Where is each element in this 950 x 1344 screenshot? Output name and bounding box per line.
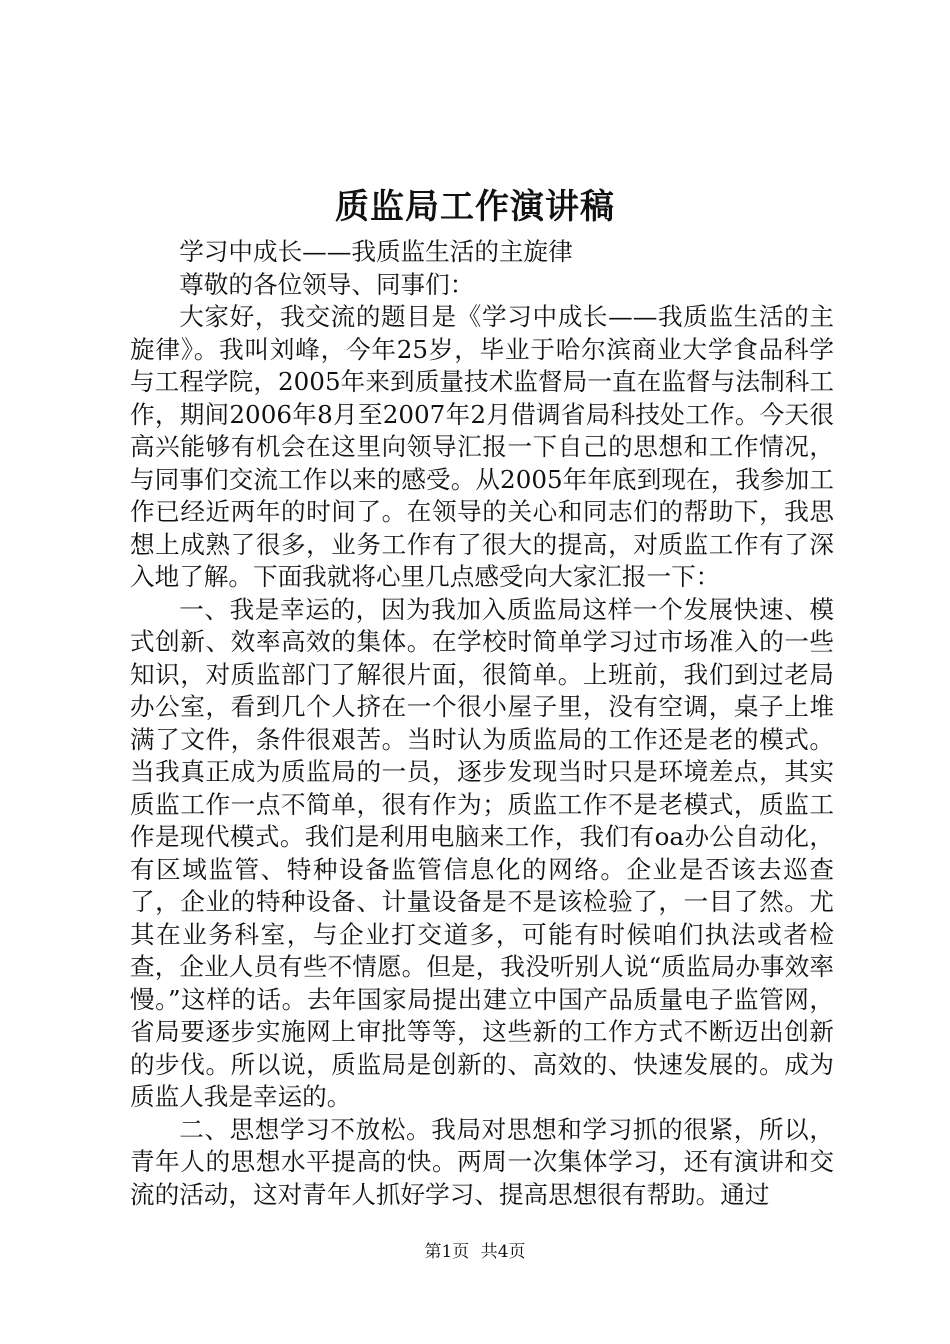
- section-two-paragraph: 二、思想学习不放松。我局对思想和学习抓的很紧，所以，青年人的思想水平提高的快。两周一次集体学习，还有演讲和交流的活动，这对青年人抓好学习、提高思想很有帮助。通过: [130, 1114, 834, 1209]
- document-title: 质监局工作演讲稿: [335, 187, 615, 227]
- page-number: 第1页: [424, 1242, 470, 1262]
- document-body: [130, 236, 834, 1211]
- subtitle-paragraph: 学习中成长——我质监生活的主旋律: [179, 237, 573, 266]
- section-one-paragraph: 一、我是幸运的，因为我加入质监局这样一个发展快速、模式创新、效率高效的集体。在学校时简单学习过市场准入的一些知识，对质监部门了解很片面，很简单。上班前，我们到过老局办公室，看到几个人挤在一个很小屋子里，没有空调，桌子上堆满了文件，条件很艰苦。当时认为质监局的工作还是老的模式。当我真正成为质监局的一员，逐步发现当时只是环境差点，其实质监工作一点不简单，很有作为；质监工作不是老模式，质监工作是现代模式。我们是利用电脑来工作，我们有oa办公自动化，有区域监管、特种设备监管信息化的网络。企业是否该去巡查了，企业的特种设备、计量设备是不是该检验了，一目了然。尤其在业务科室，与企业打交道多，可能有时候咱们执法或者检查，企业人员有些不情愿。但是，我没听别人说“质监局办事效率慢。”这样的话。去年国家局提出建立中国产品质量电子监管网，省局要逐步实施网上审批等等，这些新的工作方式不断迈出创新的步伐。所以说，质监局是创新的、高效的、快速发展的。成为质监人我是幸运的。: [130, 594, 834, 1111]
- page-total: 共4页: [480, 1242, 526, 1262]
- page-footer: [0, 1240, 950, 1264]
- intro-paragraph: 大家好，我交流的题目是《学习中成长——我质监生活的主旋律》。我叫刘峰，今年25岁，毕业于哈尔滨商业大学食品科学与工程学院，2005年来到质量技术监督局一直在监督与法制科工作，期间2006年8月至2007年2月借调省局科技处工作。今天很高兴能够有机会在这里向领导汇报一下自己的思想和工作情况，与同事们交流工作以来的感受。从2005年年底到现在，我参加工作已经近两年的时间了。在领导的关心和同志们的帮助下，我思想上成熟了很多，业务工作有了很大的提高，对质监工作有了深入地了解。下面我就将心里几点感受向大家汇报一下：: [130, 302, 834, 591]
- salutation-paragraph: 尊敬的各位领导、同事们：: [179, 269, 475, 299]
